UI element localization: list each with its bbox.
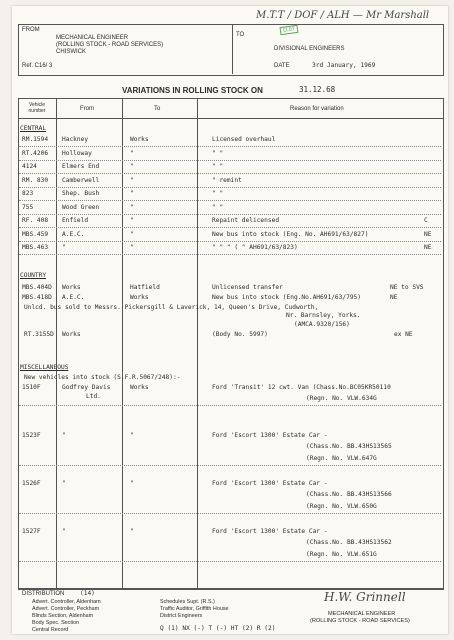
row-vehicle: 1510F bbox=[22, 384, 41, 391]
dist-mid-1: Schedules Supt. (R.S.) bbox=[160, 599, 215, 605]
section-misc: MISCELLANEOUS bbox=[20, 364, 69, 371]
dist-codes: Q (1) NX (-) T (-) HT (2) R (2) bbox=[160, 625, 276, 632]
row-from: " bbox=[62, 432, 66, 439]
row-to: Works bbox=[130, 136, 149, 143]
row-vehicle: MBS.463 bbox=[22, 244, 49, 251]
row-rule bbox=[19, 513, 441, 514]
from-line-1: MECHANICAL ENGINEER bbox=[56, 35, 129, 41]
row-chassis: (Chass.No. BB.43HS13566 bbox=[306, 491, 392, 498]
row-rule bbox=[19, 241, 441, 242]
row-from: Godfrey Davis bbox=[62, 384, 111, 391]
row-rule bbox=[19, 405, 441, 406]
row-vehicle: 1523F bbox=[22, 432, 41, 439]
row-from: A.E.C. bbox=[62, 230, 85, 238]
row-regn: (Regn. No. VLW.651G bbox=[306, 551, 377, 558]
row-rule bbox=[19, 173, 441, 174]
row-vehicle: MBS.459 bbox=[22, 230, 49, 238]
row-rule bbox=[19, 214, 441, 215]
row-to: Works bbox=[130, 294, 149, 301]
row-from-2: Ltd. bbox=[86, 393, 101, 400]
row-reason: Unlicensed transfer bbox=[212, 284, 283, 291]
row-from: Holloway bbox=[62, 149, 92, 157]
row-chassis: (Chass.No. BB.43HS13565 bbox=[306, 443, 392, 450]
row-from: Camberwell bbox=[62, 176, 100, 184]
row-reason: " " bbox=[212, 149, 224, 157]
received-stamp: CLOT bbox=[280, 25, 299, 35]
row-to: " bbox=[130, 163, 134, 170]
row-from: Elmers End bbox=[62, 163, 100, 170]
row-vehicle: RM. 830 bbox=[22, 176, 49, 184]
row-rule bbox=[19, 465, 441, 466]
dist-left-3: Blinds Section, Aldenham bbox=[32, 613, 94, 619]
row-to: " bbox=[130, 149, 134, 157]
misc-intro: New vehicles into stock (S.F.R.5067/248):- bbox=[24, 374, 181, 381]
from-label: FROM bbox=[22, 27, 40, 33]
row-vehicle: 4124 bbox=[22, 163, 37, 170]
row-from: Wood Green bbox=[62, 203, 100, 211]
row-note: C bbox=[424, 217, 428, 224]
row-vehicle: 823 bbox=[22, 190, 34, 197]
row-vehicle: RM.1594 bbox=[22, 136, 49, 143]
row-to: " bbox=[130, 190, 134, 197]
dist-left-4: Body Spec. Section bbox=[32, 620, 80, 626]
row-reason: New bus into stock (Eng. No. AH691/63/827) bbox=[212, 230, 369, 238]
to-label: TO bbox=[236, 32, 245, 38]
row-vehicle: RT.4206 bbox=[22, 149, 49, 157]
row-to: " bbox=[130, 480, 134, 487]
country-note-1: Unlcd. bus sold to Messrs. Pickersgill & Laverick, 14, Queen's Drive, Cudworth, bbox=[24, 304, 319, 311]
row-regn: (Regn. No. VLW.650G bbox=[306, 503, 377, 510]
row-rule bbox=[19, 200, 441, 201]
col-header-to: To bbox=[154, 106, 161, 112]
row-to: " bbox=[130, 244, 134, 251]
row-regn: (Regn. No. VLW.634G bbox=[306, 395, 377, 402]
handwritten-recipients: M.T.T / DOF / ALH — Mr Marshall bbox=[256, 10, 430, 21]
row-reason: Repaint delicensed bbox=[212, 217, 280, 224]
variations-table bbox=[18, 98, 444, 590]
row-note: NE to SVS bbox=[390, 284, 424, 291]
to-line: DIVISIONAL ENGINEERS bbox=[274, 46, 345, 52]
col-header-from: From bbox=[80, 106, 94, 112]
row-from: " bbox=[62, 528, 66, 535]
signature: H.W. Grinnell bbox=[324, 590, 406, 604]
col-header-vehicle: Vehicle number bbox=[28, 102, 46, 114]
row-regn: (Regn. No. VLW.647G bbox=[306, 455, 377, 462]
row-from: Hackney bbox=[62, 136, 89, 143]
row-vehicle: MBS.404D bbox=[22, 284, 52, 291]
section-central: CENTRAL bbox=[20, 125, 47, 132]
row-to: " bbox=[130, 217, 134, 224]
rt-row-from: Works bbox=[62, 331, 81, 338]
row-rule bbox=[19, 227, 441, 228]
dist-left-5: Central Record bbox=[32, 627, 69, 633]
row-from: " bbox=[62, 244, 66, 251]
dist-mid-2: Traffic Auditor, Griffith House bbox=[160, 606, 229, 612]
row-reason: " " bbox=[212, 163, 224, 170]
document-page bbox=[12, 6, 448, 634]
row-from: Enfield bbox=[62, 217, 89, 224]
dist-left-2: Advert. Controller, Peckham bbox=[32, 606, 100, 612]
from-line-3: CHISWICK bbox=[56, 49, 86, 55]
row-to: Hatfield bbox=[130, 284, 160, 291]
row-reason: Ford 'Escort 1300' Estate Car - bbox=[212, 480, 328, 487]
sign-sub: (ROLLING STOCK - ROAD SERVICES) bbox=[310, 618, 410, 624]
rt-row-note: ex NE bbox=[394, 331, 413, 338]
rt-row-reason: (Body No. 5997) bbox=[212, 331, 268, 338]
dist-left-1: Advert. Controller, Aldenham bbox=[32, 599, 101, 605]
row-reason: " " " ( " AH691/63/823) bbox=[212, 244, 298, 251]
from-line-2: (ROLLING STOCK - ROAD SERVICES) bbox=[56, 42, 164, 48]
row-reason: " remint bbox=[212, 176, 242, 184]
row-note: NE bbox=[424, 244, 432, 251]
row-reason: Ford 'Escort 1300' Estate Car - bbox=[212, 432, 328, 439]
country-note-2: Nr. Barnsley, Yorks. bbox=[286, 312, 361, 319]
row-vehicle: 1526F bbox=[22, 480, 41, 487]
row-to: " bbox=[130, 230, 134, 238]
row-from: A.E.C. bbox=[62, 294, 85, 301]
row-rule bbox=[19, 160, 441, 161]
row-vehicle: MBS.418D bbox=[22, 294, 52, 301]
row-rule bbox=[19, 254, 441, 255]
row-to: " bbox=[130, 203, 134, 211]
row-chassis: (Chass.No. BB.43HS13562 bbox=[306, 539, 392, 546]
row-rule bbox=[19, 187, 441, 188]
row-to: " bbox=[130, 176, 134, 184]
section-country: COUNTRY bbox=[20, 272, 47, 279]
distribution-label: DISTRIBUTION bbox=[22, 591, 65, 597]
row-to: Works bbox=[130, 384, 149, 391]
row-note: NE bbox=[390, 294, 398, 301]
row-rule bbox=[19, 561, 441, 562]
row-reason: " " bbox=[212, 203, 224, 211]
row-from: " bbox=[62, 480, 66, 487]
ref-number: Ref. C16/ 3 bbox=[22, 63, 53, 69]
sign-title: MECHANICAL ENGINEER bbox=[328, 611, 396, 617]
rt-row-vehicle: RT.3155D bbox=[24, 331, 54, 338]
row-reason: Ford 'Transit' 12 cwt. Van (Chass.No.BC05KR50110 bbox=[212, 384, 391, 391]
row-vehicle: RF. 408 bbox=[22, 217, 49, 224]
row-rule bbox=[19, 146, 441, 147]
row-reason: New bus into stock (Eng.No.AH691/63/795) bbox=[212, 294, 362, 301]
row-to: " bbox=[130, 432, 134, 439]
row-note: NE bbox=[424, 230, 432, 238]
date-label: DATE bbox=[274, 63, 290, 69]
document-title: VARIATIONS IN ROLLING STOCK ON bbox=[122, 86, 263, 95]
dist-mid-3: District Engineers bbox=[160, 613, 203, 619]
row-reason: Ford 'Escort 1300' Estate Car - bbox=[212, 528, 328, 535]
row-vehicle: 755 bbox=[22, 203, 34, 211]
row-to: " bbox=[130, 528, 134, 535]
row-from: Shep. Bush bbox=[62, 190, 100, 197]
col-header-reason: Reason for variation bbox=[290, 106, 344, 112]
country-note-3: (AMCA.9320/156) bbox=[294, 321, 350, 328]
title-date: 31.12.68 bbox=[299, 85, 336, 94]
row-from: Works bbox=[62, 284, 81, 291]
row-reason: " " bbox=[212, 190, 224, 197]
row-vehicle: 1527F bbox=[22, 528, 41, 535]
distribution-count: (14) bbox=[80, 590, 95, 597]
row-reason: Licensed overhaul bbox=[212, 136, 276, 143]
date-value: 3rd January, 1969 bbox=[312, 62, 376, 69]
